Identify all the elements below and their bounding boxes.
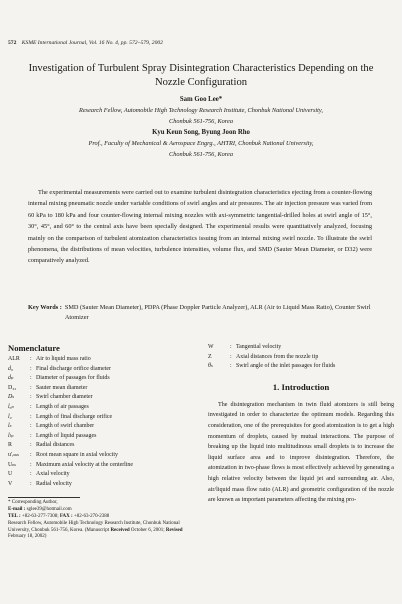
nomenclature-symbol: D₃₂ bbox=[8, 384, 17, 391]
footnote-rule bbox=[8, 497, 80, 498]
tel-value: +82-63-277-7308; bbox=[21, 513, 59, 519]
nomenclature-heading: Nomenclature bbox=[8, 343, 60, 353]
nomenclature-definition: Final discharge orifice diameter bbox=[36, 365, 111, 372]
nomenclature-definition: Length of final discharge orifice bbox=[36, 413, 113, 420]
nomenclature-separator: : bbox=[230, 353, 232, 360]
received-label: Received bbox=[110, 527, 130, 533]
nomenclature-definition: Radial velocity bbox=[36, 480, 72, 487]
nomenclature-separator: : bbox=[30, 384, 32, 391]
nomenclature-item bbox=[208, 343, 394, 353]
nomenclature-separator: : bbox=[230, 363, 232, 370]
nomenclature-separator: : bbox=[30, 365, 32, 372]
nomenclature-item bbox=[8, 432, 198, 442]
nomenclature-definition: Air to liquid mass ratio bbox=[36, 356, 91, 362]
nomenclature-separator: : bbox=[230, 344, 232, 350]
nomenclature-item bbox=[8, 374, 198, 384]
nomenclature-item bbox=[8, 403, 198, 413]
nomenclature-definition: Maximum axial velocity at the centerline bbox=[36, 461, 133, 468]
revised-date: February 18, 2002) bbox=[8, 534, 47, 540]
nomenclature-item bbox=[8, 384, 198, 394]
nomenclature-separator: : bbox=[30, 451, 32, 458]
affiliation-2-line-2: Chonbuk 561-756, Korea bbox=[169, 151, 233, 158]
nomenclature-definition: Root mean square in axial velocity bbox=[36, 451, 118, 458]
keywords-line-2: (Air to Liquid Mass Ratio), Counter Swirl Atomizer bbox=[64, 304, 371, 322]
affiliation-1-line-2: Chonbuk 561-756, Korea bbox=[169, 118, 233, 125]
received-date: October 6, 2001; bbox=[130, 527, 165, 533]
nomenclature-symbol: Z bbox=[208, 353, 212, 360]
nomenclature-item bbox=[208, 353, 394, 363]
nomenclature-item bbox=[208, 362, 394, 372]
page-number: 572 bbox=[8, 40, 17, 46]
nomenclature-definition: Tangential velocity bbox=[236, 344, 282, 350]
nomenclature-symbol: Dₛ bbox=[8, 394, 15, 401]
keywords-line-1: SMD (Sauter Mean Diameter), PDPA (Phase Doppler Particle Analyzer), ALR bbox=[64, 304, 263, 311]
nomenclature-item bbox=[8, 451, 198, 461]
nomenclature-symbol: lₗₚ bbox=[8, 432, 14, 439]
nomenclature-list-right bbox=[208, 343, 394, 372]
nomenclature-item bbox=[8, 365, 198, 375]
nomenclature-definition: Axial velocity bbox=[36, 471, 70, 478]
nomenclature-item bbox=[8, 480, 198, 490]
nomenclature-symbol: d₀ bbox=[8, 365, 13, 372]
nomenclature-separator: : bbox=[30, 394, 32, 401]
nomenclature-symbol: dₚ bbox=[8, 375, 14, 382]
nomenclature-definition: Length of air passages bbox=[36, 403, 89, 410]
tel-label: TEL : bbox=[8, 513, 21, 519]
author-2: Kyu Keun Song, Byung Joon Rho bbox=[152, 129, 250, 136]
paper-title: Investigation of Turbulent Spray Disintegration Characteristics Depending on the Nozzle Configuration bbox=[28, 63, 374, 88]
nomenclature-separator: : bbox=[30, 471, 32, 478]
nomenclature-symbol: l₀ bbox=[8, 413, 12, 420]
nomenclature-separator: : bbox=[30, 423, 32, 430]
nomenclature-symbol: Uₘ bbox=[8, 461, 16, 468]
running-header bbox=[8, 40, 163, 46]
correspondence-footnote bbox=[8, 500, 198, 541]
nomenclature-item bbox=[8, 441, 198, 451]
nomenclature-symbol: V bbox=[8, 480, 13, 487]
nomenclature-separator: : bbox=[30, 432, 32, 439]
nomenclature-definition: Swirl chamber diameter bbox=[36, 394, 93, 401]
nomenclature-item bbox=[8, 422, 198, 432]
nomenclature-item bbox=[8, 470, 198, 480]
email-label: E-mail : bbox=[8, 507, 26, 513]
affiliation-2-line-1: Prof., Faculty of Mechanical & Aerospace Engrg., AHTRI, Chonbuk National University, bbox=[88, 140, 314, 147]
nomenclature-symbol: ALR bbox=[8, 356, 20, 362]
author-address: Research Fellow, Automobile High Technology Research Institute, Chonbuk National University, Chonbuk 561-756, Korea. (Manuscript bbox=[8, 520, 180, 533]
nomenclature-symbol: lₛ bbox=[8, 423, 12, 430]
nomenclature-separator: : bbox=[30, 461, 32, 468]
nomenclature-separator: : bbox=[30, 442, 32, 449]
nomenclature-symbol: lₐₚ bbox=[8, 403, 14, 410]
email-value: sglee39@hotmail.com bbox=[26, 507, 72, 513]
nomenclature-definition: Length of liquid passages bbox=[36, 432, 97, 439]
affiliation-1-line-1: Research Fellow, Automobile High Technology Research Institute, Chonbuk National University, bbox=[79, 107, 323, 114]
nomenclature-definition: Length of swirl chamber bbox=[36, 423, 95, 430]
right-column bbox=[208, 343, 394, 506]
corresponding-author: * Corresponding Author, bbox=[8, 500, 58, 506]
author-block bbox=[10, 94, 392, 160]
nomenclature-symbol: U bbox=[8, 471, 13, 478]
nomenclature-definition: Radial distances bbox=[36, 442, 75, 449]
nomenclature-item bbox=[8, 413, 198, 423]
keywords bbox=[28, 303, 372, 324]
abstract: The experimental measurements were carried out to examine turbulent disintegration characteristics ejecting from a counter-flowing internal mixing pneumatic nozzle under variable conditions of swirl angles and air pressures. The air injection pressure was varied from 60 kPa to 180 kPa and four counter-flowing internal mixing nozzles with axi-symmetric tangential-drilled holes at swirl angle of 15°, 30°, 45°, and 60° to the central axis have been specially designed. The experimental results were quantitatively analyzed, focusing mainly on the comparison of turbulent atomization characteristics issuing from an internal mixing swirl nozzle. To illustrate the swirl phenomena, the distributions of mean velocities, turbulence intensities, volume flux, and SMD (Sauter Mean Diameter, or D32) were comparatively analyzed. bbox=[28, 189, 372, 265]
nomenclature-item bbox=[8, 461, 198, 471]
introduction-text: The disintegration mechanism in twin fluid atomizers is still being investigated in order to characterize the optimum models. Regarding this consideration, one of the prerequisites for good atomization is to get a high momentum of droplets, caused by mutual interactions. The purpose of breaking up the liquid into multitudinous small droplets is to increase the liquid surface area and to improve disintegration. Therefore, the atomization in two-phase flows is most effectively achieved by generating a high relative velocity between the liquid jet and surrounding air. Also, air/liquid mass flow ratio (ALR) and geometric configuration of the nozzle are known as important parameters affecting the mixing pro- bbox=[208, 401, 394, 504]
nomenclature-symbol: θₛ bbox=[208, 363, 213, 370]
nomenclature-separator: : bbox=[30, 413, 32, 420]
nomenclature-definition: Sauter mean diameter bbox=[36, 384, 88, 391]
nomenclature-separator: : bbox=[30, 403, 32, 410]
left-column bbox=[8, 343, 198, 541]
nomenclature-symbol: R bbox=[8, 442, 12, 449]
journal-citation: KSME International Journal, Vol. 16 No. 4, pp. 572~579, 2002 bbox=[21, 40, 163, 46]
nomenclature-separator: : bbox=[30, 356, 32, 362]
revised-label: Revised bbox=[165, 527, 183, 533]
introduction-heading: 1. Introduction bbox=[272, 381, 330, 392]
nomenclature-definition: Diameter of passages for fluids bbox=[36, 375, 110, 382]
keywords-label: Key Words : bbox=[28, 304, 62, 311]
nomenclature-item bbox=[8, 355, 198, 365]
nomenclature-separator: : bbox=[30, 480, 32, 487]
fax-value: +82-63-270-2388 bbox=[73, 513, 110, 519]
nomenclature-symbol: u'ᵣₘₛ bbox=[8, 451, 19, 458]
nomenclature-symbol: W bbox=[208, 344, 214, 350]
nomenclature-item bbox=[8, 393, 198, 403]
nomenclature-separator: : bbox=[30, 375, 32, 382]
nomenclature-definition: Swirl angle of the inlet passages for fluids bbox=[236, 363, 336, 370]
nomenclature-definition: Axial distances from the nozzle tip bbox=[236, 353, 319, 360]
keywords-text bbox=[65, 303, 372, 324]
nomenclature-list-left bbox=[8, 355, 198, 489]
fax-label: FAX : bbox=[59, 513, 73, 519]
author-1: Sam Goo Lee* bbox=[179, 96, 223, 103]
